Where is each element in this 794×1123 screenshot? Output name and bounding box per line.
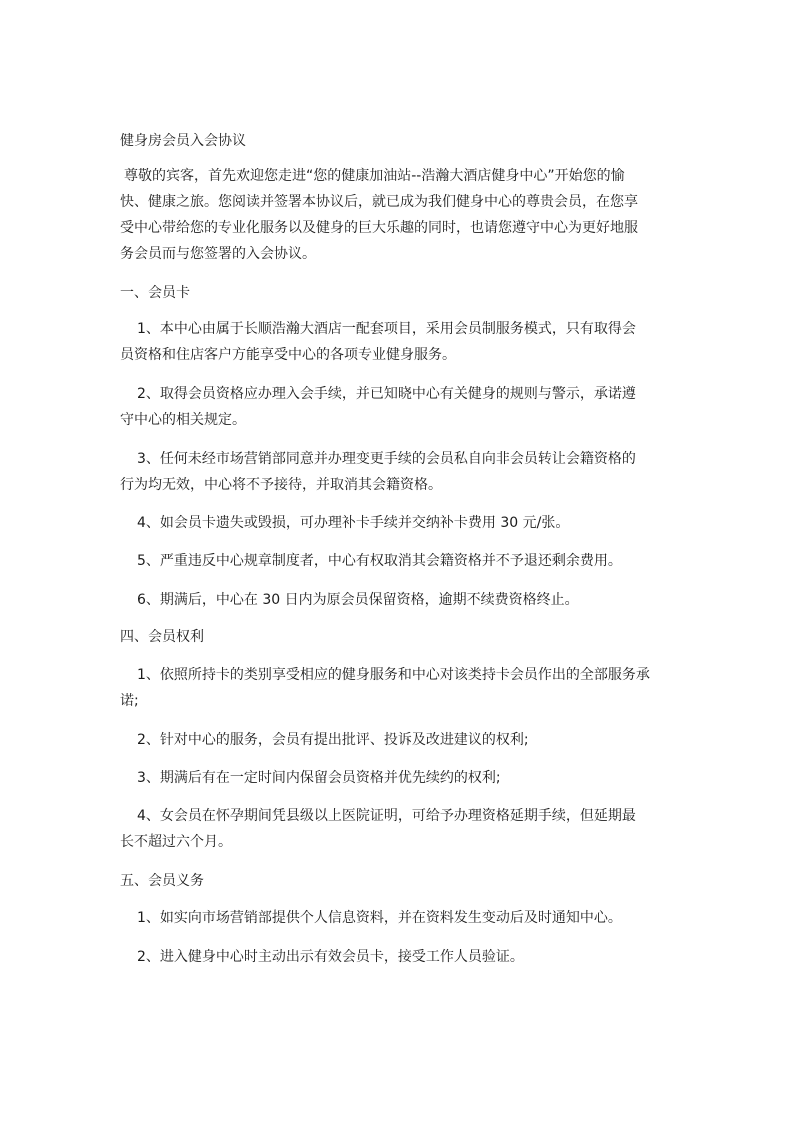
card-item-3-line-1: 3、任何未经市场营销部同意并办理变更手续的会员私自向非会员转让会籍资格的 bbox=[137, 451, 636, 467]
intro-line-2: 快、健康之旅。您阅读并签署本协议后，就已成为我们健身中心的尊贵会员，在您享 bbox=[120, 194, 638, 210]
rights-item-2: 2、针对中心的服务，会员有提出批评、投诉及改进建议的权利; bbox=[137, 732, 529, 748]
section-heading-member-obligations: 五、会员义务 bbox=[120, 873, 204, 889]
section-heading-membership-card: 一、会员卡 bbox=[120, 285, 190, 301]
section-heading-member-rights: 四、会员权利 bbox=[120, 629, 204, 645]
card-item-2-line-2: 守中心的相关规定。 bbox=[120, 412, 246, 428]
rights-item-4-line-1: 4、女会员在怀孕期间凭县级以上医院证明，可给予办理资格延期手续，但延期最 bbox=[137, 808, 636, 824]
card-item-5: 5、严重违反中心规章制度者，中心有权取消其会籍资格并不予退还剩余费用。 bbox=[137, 553, 622, 569]
card-item-4: 4、如会员卡遗失或毁损，可办理补卡手续并交纳补卡费用 30 元/张。 bbox=[137, 515, 570, 531]
rights-item-1-line-1: 1、依照所持卡的类别享受相应的健身服务和中心对该类持卡会员作出的全部服务承 bbox=[137, 667, 650, 683]
obligations-item-2: 2、进入健身中心时主动出示有效会员卡，接受工作人员验证。 bbox=[137, 949, 524, 965]
rights-item-3: 3、期满后有在一定时间内保留会员资格并优先续约的权利; bbox=[137, 770, 501, 786]
document-title: 健身房会员入会协议 bbox=[120, 133, 246, 149]
obligations-item-1: 1、如实向市场营销部提供个人信息资料，并在资料发生变动后及时通知中心。 bbox=[137, 910, 622, 926]
intro-line-4: 务会员而与您签署的入会协议。 bbox=[120, 246, 316, 262]
rights-item-4-line-2: 长不超过六个月。 bbox=[120, 834, 232, 850]
card-item-1-line-2: 员资格和住店客户方能享受中心的各项专业健身服务。 bbox=[120, 347, 456, 363]
card-item-2-line-1: 2、取得会员资格应办理入会手续，并已知晓中心有关健身的规则与警示，承诺遵 bbox=[137, 386, 636, 402]
rights-item-1-line-2: 诺; bbox=[120, 693, 139, 709]
card-item-3-line-2: 行为均无效，中心将不予接待，并取消其会籍资格。 bbox=[120, 477, 442, 493]
card-item-6: 6、期满后，中心在 30 日内为原会员保留资格，逾期不续费资格终止。 bbox=[137, 592, 579, 608]
card-item-1-line-1: 1、本中心由属于长顺浩瀚大酒店一配套项目，采用会员制服务模式，只有取得会 bbox=[137, 321, 636, 337]
intro-line-3: 受中心带给您的专业化服务以及健身的巨大乐趣的同时，也请您遵守中心为更好地服 bbox=[120, 220, 638, 236]
intro-line-1: 尊敬的宾客，首先欢迎您走进“您的健康加油站--浩瀚大酒店健身中心”开始您的愉 bbox=[124, 168, 625, 184]
